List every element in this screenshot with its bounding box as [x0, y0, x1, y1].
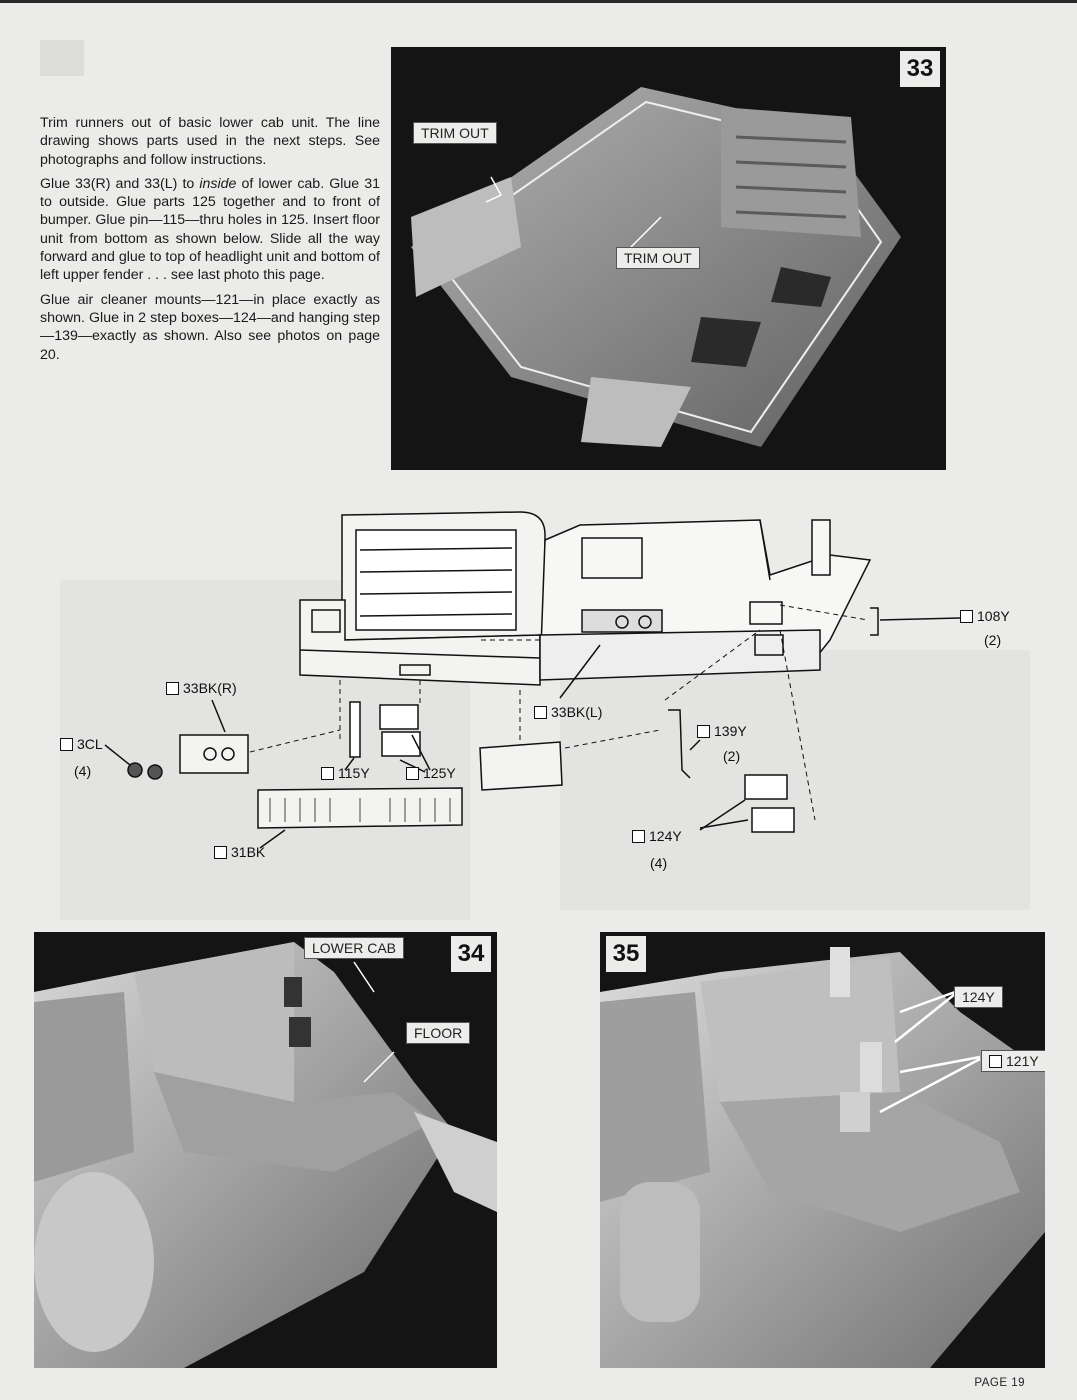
- part-115y-label: [321, 765, 370, 781]
- checkbox-124y[interactable]: [632, 830, 645, 843]
- part-33bkl-label: [534, 704, 602, 720]
- checkbox-108y[interactable]: [960, 610, 973, 623]
- instruction-paragraph-2: [40, 175, 380, 285]
- checkbox-33bkl[interactable]: [534, 706, 547, 719]
- part-33bkl-code: 33BK(L): [551, 704, 603, 720]
- instruction-paragraph-3: Glue air cleaner mounts—121—in place exactly as shown. Glue in 2 step boxes—124—and hanging step—139—exactly as shown. Also see photos on page 20.: [40, 291, 380, 363]
- part-108y-qty: (2): [984, 632, 1002, 648]
- part-31bk-label: [214, 844, 265, 860]
- step-number-34: 34: [451, 936, 491, 972]
- parts-diagram: [0, 480, 1077, 930]
- label-121y: [981, 1050, 1045, 1072]
- photo-step-35: [600, 932, 1045, 1368]
- photo-step-33: [391, 47, 946, 470]
- part-3cl-qty: (4): [74, 763, 92, 779]
- instruction-paragraph-2-end: of lower cab. Glue 31 to outside. Glue parts 125 together and to front of bumper. Glue pin—115—thru holes in 125. Insert floor unit from bottom as shown below. Slide all the way forward and glue to top of headlight unit and bottom of left upper fender . . . see last photo this page.: [40, 175, 380, 284]
- part-124y-label: [632, 828, 682, 844]
- part-125y-code: 125Y: [423, 765, 456, 781]
- checkbox-125y[interactable]: [406, 767, 419, 780]
- part-115y-code: 115Y: [338, 765, 370, 781]
- part-139y-qty: (2): [723, 748, 741, 764]
- photo-34-art: [34, 932, 497, 1368]
- top-rule: [0, 0, 1077, 3]
- part-139y-label: [697, 723, 747, 739]
- part-33bkr-code: 33BK(R): [183, 680, 237, 696]
- instruction-paragraph-2-start: Glue 33(R) and 33(L) to: [40, 175, 200, 192]
- photo-step-34: [34, 932, 497, 1368]
- part-108y-label: [960, 608, 1010, 624]
- instruction-emphasis: inside: [199, 175, 237, 192]
- instructions-text: [40, 114, 380, 370]
- part-3cl-code: 3CL: [77, 736, 103, 752]
- part-31bk-code: 31BK: [231, 844, 266, 860]
- label-121y-code: 121Y: [1006, 1053, 1039, 1069]
- label-124y: 124Y: [954, 986, 1003, 1008]
- label-floor: FLOOR: [406, 1022, 470, 1044]
- faded-page-mark: [40, 40, 84, 76]
- part-108y-code: 108Y: [977, 608, 1010, 624]
- checkbox-31bk[interactable]: [214, 846, 227, 859]
- page-number: PAGE 19: [974, 1377, 1025, 1389]
- checkbox-3cl[interactable]: [60, 738, 73, 751]
- step-number-35: 35: [606, 936, 646, 972]
- label-trim-out-2: TRIM OUT: [616, 247, 700, 269]
- part-125y-label: [406, 765, 456, 781]
- checkbox-33bkr[interactable]: [166, 682, 179, 695]
- checkbox-115y[interactable]: [321, 767, 334, 780]
- instruction-paragraph-1: Trim runners out of basic lower cab unit. The line drawing shows parts used in the next steps. See photographs and follow instructions.: [40, 115, 380, 168]
- part-124y-code: 124Y: [649, 828, 682, 844]
- part-3cl-label: [60, 736, 103, 752]
- step-number-33: 33: [900, 51, 940, 87]
- checkbox-139y[interactable]: [697, 725, 710, 738]
- part-124y-qty: (4): [650, 855, 668, 871]
- label-trim-out-1: TRIM OUT: [413, 122, 497, 144]
- part-33bkr-label: [166, 680, 237, 696]
- label-lower-cab: LOWER CAB: [304, 937, 404, 959]
- part-139y-code: 139Y: [714, 723, 747, 739]
- checkbox-121y[interactable]: [989, 1055, 1002, 1068]
